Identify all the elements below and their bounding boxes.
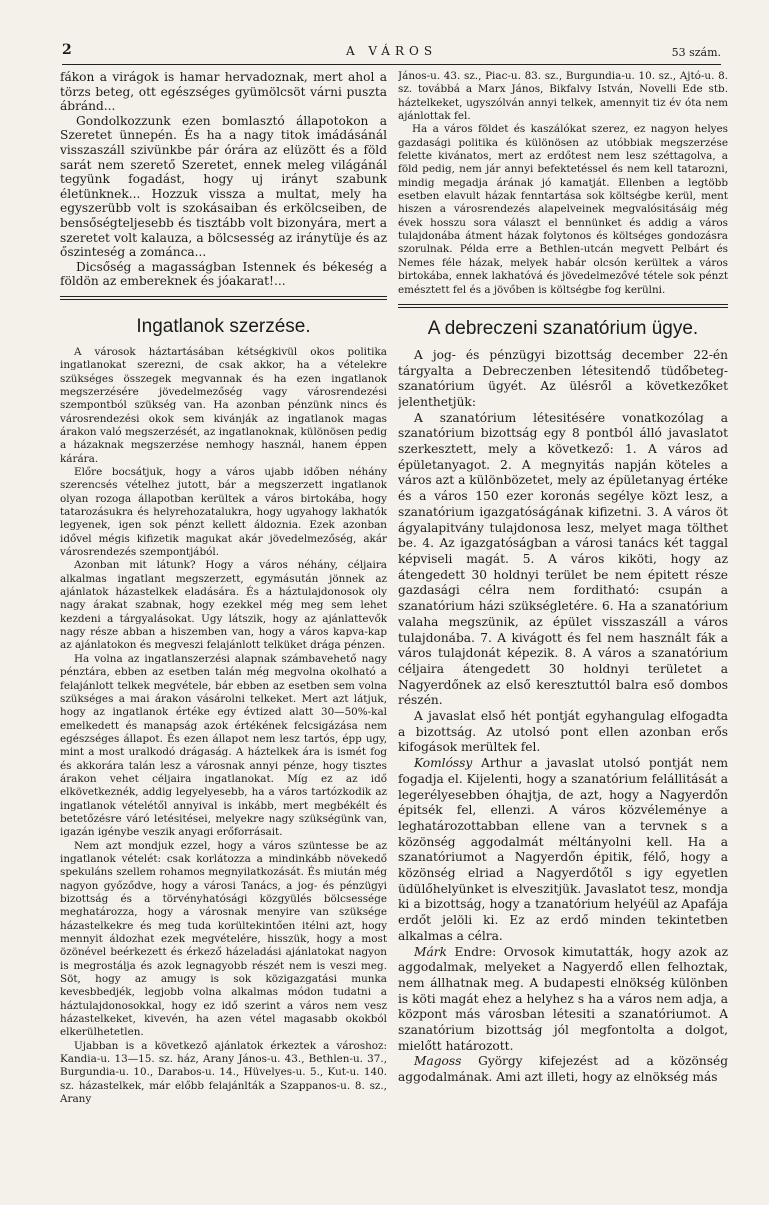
article-paragraph: A városok háztartásában kétségkivül okos politika ingatlanokat szerezni, de csak akkor, ha a vételekre szükséges összegek megvannak és ha ezen ingatlanok megszerzésére jövedelmezőség vagy városrendezési szempontból szükség van. Ha azonban pénzünk nincs és városrendezési okok sem kivánják az ingatlanok magas árakon való megszerzését, az ingatlanoknak, különösen pedig a házaknak megszerzése nemhogy használ, hanem éppen kárára. bbox=[60, 345, 387, 465]
newspaper-title: A VÁROS bbox=[345, 44, 438, 58]
article-body-ingatlanok bbox=[60, 346, 387, 1107]
article-paragraph: Ujabban is a következő ajánlatok érkeztek a városhoz: Kandia-u. 13—15. sz. ház, Arany János-u. 43., Bethlen-u. 37., Burgundia-u. 10., Darabos-u. 14., Hüvelyes-u. 5., Kut-u. 140. sz. házastelkek, már előbb felajánlták a Szappanos-u. 8. sz., Arany bbox=[60, 1039, 387, 1106]
article-paragraph: A szanatórium létesitésére vonatkozólag a szanatórium bizottság egy 8 pontból álló javaslatot szerkesztett, mely a következő: 1. A város ad épületanyagot. 2. A megnyitás napján köteles a város azt a különbözetet, mely az épületanyag értéke és a város 150 ezer koronás segélye közt lesz, a szanatórium igazgatóságának kifizetni. 3. A város öt ágyalapitvány tulajdonosa lesz, melyet maga tölthet be. 4. Az igazgatóságban a városi tanács két taggal képviseli magát. 5. A város kiköti, hogy az átengedett 30 holdnyi terület be nem épitett része gazdasági célra nem forditható: csupán a szanatórium házi szükségletére. 6. Ha a szanatórium valaha megszünik, az épület visszaszáll a város tulajdonába. 7. A kivágott és fel nem használt fák a város tulajdonát képezik. 8. A város a szanatórium céljaira átengedett 30 holdnyi területet a Nagyerdőnek az első keresztuttól balra eső dombos részén. bbox=[398, 410, 728, 708]
speech-paragraph bbox=[398, 1054, 728, 1085]
article-paragraph: Ha volna az ingatlanszerzési alapnak számbavehető nagy pénztára, ebben az esetben talán még megvolna okolható a felajánlott telkek megvétele, bár ebben az esetben sem volna szükséges a mai árakon vásárolni telkeket. Mert azt látjuk, hogy az ingatlanok értéke egy évtized alatt 30—50%-kal emelkedett és manapság azok értékének felcsigázása nem egészséges állapot. És ezen állapot nem lesz tartós, épp ugy, mint a most uralkodó drágaság. A háztelkek ára is ismét fog és akkorára talán lesz a városnak annyi pénze, hogy tisztes árakon vehet céljaira ingatlanokat. Míg ez az idő elkövetkeznék, addig legyelyesebb, ha a város tartózkodik az ingatlanok vételétől annyival is inkább, mert megbékélt és betetőzésre váró letésitései, melyekre nagy szükségünk van, igazán igénybe veszik anyagi erőforrásait. bbox=[60, 652, 387, 839]
speech-text: Endre: Orvosok kimutatták, hogy azok az aggodalmak, melyeket a Nagyerdő ellen felhoztak, nem állhatnak meg. A budapesti elnökség különben is köti magát ehez a helyhez s ha a város nem adja, a központ más városban létesiti a szanatóriumot. A szanatórium bizottság jól megfontolta a dolgot, mielőtt határozott. bbox=[398, 944, 728, 1053]
right-column bbox=[398, 70, 728, 1185]
intro-text bbox=[60, 70, 387, 289]
continuation-paragraph: János-u. 43. sz., Piac-u. 83. sz., Burgundia-u. 10. sz., Ajtó-u. 8. sz. továbbá a Marx János, Bikfalvy István, Novelli Ede stb. háztelkeket, ugyszólván annyi telkek, amennyit tiz év óta nem ajánlottak fel. bbox=[398, 70, 728, 123]
speaker-name: Komlóssy bbox=[414, 756, 473, 771]
section-divider bbox=[60, 296, 387, 297]
page-number: 2 bbox=[62, 42, 72, 58]
continuation-text bbox=[398, 70, 728, 297]
intro-paragraph: Gondolkozzunk ezen bomlasztó állapotokon a Szeretet ünnepén. És ha a nagy titok imádásánál visszaszáll szivünkbe pár órára az elüzött és a föld sarát nem szerető Szeretet, ennek meleg világánál tegyünk fogadást, hogy uj irányt szabunk életünknek... Hozzuk vissza a multat, mely ha egyszerübb volt is szokásaiban és erkölcseiben, de bensőségteljesebb és tisztább volt bizonyára, mert a szeretet volt kalauza, a bölcsesség az iránytüje és az őszinteség a zománca... bbox=[60, 113, 387, 260]
speech-text: György kifejezést ad a közönség aggodalmának. Ami azt illeti, hogy az elnökség más bbox=[398, 1054, 728, 1085]
section-divider bbox=[398, 307, 728, 308]
left-column bbox=[60, 70, 387, 1185]
intro-paragraph: Dicsőség a magasságban Istennek és békeség a földön az embereknek és jóakarat!... bbox=[60, 259, 387, 289]
article-paragraph: Azonban mit látunk? Hogy a város néhány, céljaira alkalmas ingatlant megszerzett, egymásután jönnek az ajánlatok házastelkek eladására. És a háztulajdonosok oly nagy árakat szabnak, hogy ezekkel még meg sem lehet kezdeni a tárgyalásokat. Ugy látszik, hogy az ajánlattevők nagy része abban a hiszemben van, hogy a város kapva-kap az ajánlatokon és megveszi felajánlott telküket drága pénzen. bbox=[60, 559, 387, 652]
article-paragraph: Nem azt mondjuk ezzel, hogy a város szüntesse be az ingatlanok vételét: csak korlátozza a mindinkább növekedő spekuláns szellem rohamos megnyilatkozását. És miután még nagyon győződve, hogy a városi Tanács, a jog- és pénzügyi bizottság és a törvényhatósági közgyülés bölcsessége meghatározza, hogy a városnak menyire van szüksége házastelkekre és meg tuda korültekintően itélni azt, hogy mennyit áldozhat ezek megvételére, hisszük, hogy a most özönével beérkezett és érkező házeladási ajánlatokat nagyon is megrostálja és azok legnagyobb részét nem is veszi meg. Söt, hogy az amugy is sok közigazgatási munka kevesbbedjék, legjobb volna alkalmas módon tudatni a háztulajdonosokkal, hogy ez idő szerint a város nem vesz házastelkeket, kivevén, ha azen vétel magasabb okokból elkerülhetetlen. bbox=[60, 839, 387, 1039]
article-paragraph: A javaslat első hét pontját egyhangulag elfogadta a bizottság. Az utolsó pont ellen azonban erős kifogások merültek fel. bbox=[398, 709, 728, 755]
section-divider bbox=[398, 304, 728, 305]
speech-paragraph bbox=[398, 756, 728, 944]
article-paragraph: Előre bocsátjuk, hogy a város ujabb időben néhány szerencsés vételhez jutott, bár a megszerzett ingatlanok olyan rozoga állapotban kerültek a város birtokába, hogy tatarozásukra és helyrehozatalukra, hogy ugyahogy lakhatók legyenek, igen sok pénzt kellett áldoznia. Ezek azonban idővel mégis kifizetik magukat akár jövedelmezőség, akár városrendezés szempontjából. bbox=[60, 466, 387, 559]
issue-number: 53 szám. bbox=[671, 46, 721, 59]
intro-paragraph: fákon a virágok is hamar hervadoznak, mert ahol a törzs beteg, ott egészséges gyümölcsöt várni puszta ábránd... bbox=[60, 70, 387, 114]
speech-paragraph bbox=[398, 945, 728, 1055]
continuation-paragraph: Ha a város földet és kaszálókat szerez, ez nagyon helyes gazdasági politika és különösen az utóbbiak megszerzése felette kivánatos, mert az erdőtest nem lesz széttagolva, a föld pedig, nem jár annyi befektetéssel és nem kell tatarozni, mindig megadja árának jó kamatját. Ellenben a legtöbb esetben elavult házak fenntartása sok költségbe kerül, ment hiszen a városrendezés alapelveinek megvalósitásáig még évek hosszu sora választ el bennünket és addig a város tulajdonába átment házak folytonos és költséges gondozásra szorulnak. Példa erre a Bethlen-utcán megvett Pelbárt és Nemes féle házak, melyek habár olcsón kerültek a város birtokába, ennek lakhatóvá és jövedelmezővé tétele sok pénzt emésztett fel és a jövőben is költségbe fog kerülni. bbox=[398, 123, 728, 296]
article-title-ingatlanok: Ingatlanok szerzése. bbox=[136, 315, 311, 337]
speaker-name: Márk bbox=[414, 944, 447, 959]
article-body-szanatorium bbox=[398, 348, 728, 1086]
speaker-name: Magoss bbox=[414, 1054, 462, 1069]
article-title-szanatorium: A debreczeni szanatórium ügye. bbox=[427, 317, 699, 339]
article-paragraph: A jog- és pénzügyi bizottság december 22-én tárgyalta a Debreczenben létesitendő tüdőbeteg-szanatórium ügyét. Az ülésről a következőket jelenthetjük: bbox=[398, 347, 728, 409]
section-divider bbox=[60, 299, 387, 300]
speech-text: Arthur a javaslat utolsó pontját nem fogadja el. Kijelenti, hogy a szanatórium felállitását a legerélyesebben óhajtja, de azt, hogy a Nagyerdőn épitsék fel, ellenzi. A város közvéleménye a leghatározottabban ellene van a tervnek s a közönség aggodalmát méltányolni kell. Ha a szanatóriumot a Nagyerdőn épitik, félő, hogy a közönség elriad a Nagyerdőtől s igy egyetlen üdülőhelyünket is elveszitjük. Javaslatot tesz, mondja ki a bizottság, hogy a tzanatórium helyéül az Apafája erdőt jelöli ki. Ez az erdő minden tekintetben alkalmas a célra. bbox=[398, 756, 728, 943]
page-header bbox=[62, 40, 721, 65]
